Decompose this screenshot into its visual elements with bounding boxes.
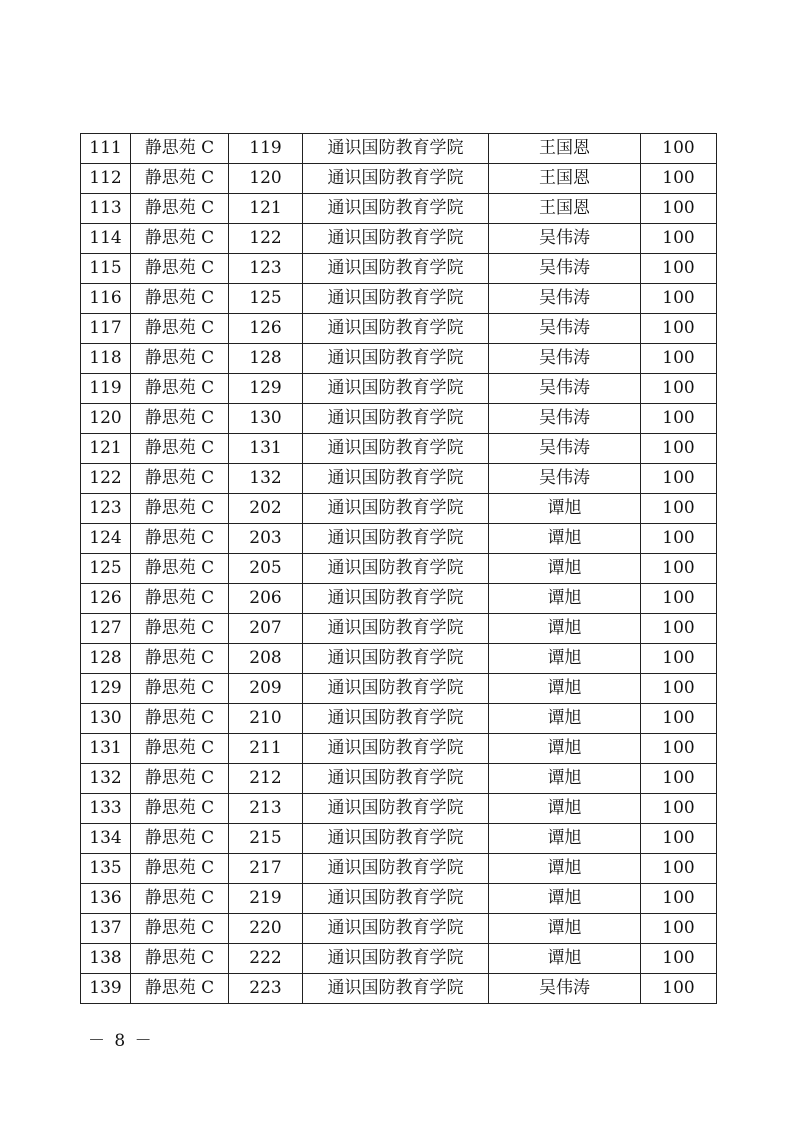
building-cell: 静思苑 C — [131, 404, 229, 434]
building-cell: 静思苑 C — [131, 464, 229, 494]
table-row — [81, 764, 717, 794]
room-cell: 119 — [229, 134, 303, 164]
score-cell: 100 — [641, 524, 717, 554]
score-cell: 100 — [641, 464, 717, 494]
row-index-cell: 115 — [81, 254, 131, 284]
table-row — [81, 374, 717, 404]
table-row — [81, 824, 717, 854]
room-cell: 122 — [229, 224, 303, 254]
building-cell: 静思苑 C — [131, 614, 229, 644]
building-cell: 静思苑 C — [131, 344, 229, 374]
counselor-cell: 谭旭 — [489, 734, 641, 764]
row-index-cell: 112 — [81, 164, 131, 194]
score-cell: 100 — [641, 434, 717, 464]
college-cell: 通识国防教育学院 — [303, 194, 489, 224]
college-cell: 通识国防教育学院 — [303, 344, 489, 374]
score-cell: 100 — [641, 614, 717, 644]
table-row — [81, 554, 717, 584]
counselor-cell: 吴伟涛 — [489, 224, 641, 254]
counselor-cell: 谭旭 — [489, 494, 641, 524]
table-row — [81, 584, 717, 614]
college-cell: 通识国防教育学院 — [303, 254, 489, 284]
row-index-cell: 116 — [81, 284, 131, 314]
building-cell: 静思苑 C — [131, 974, 229, 1004]
table-row — [81, 974, 717, 1004]
building-cell: 静思苑 C — [131, 164, 229, 194]
college-cell: 通识国防教育学院 — [303, 824, 489, 854]
building-cell: 静思苑 C — [131, 134, 229, 164]
college-cell: 通识国防教育学院 — [303, 134, 489, 164]
college-cell: 通识国防教育学院 — [303, 554, 489, 584]
score-cell: 100 — [641, 314, 717, 344]
row-index-cell: 120 — [81, 404, 131, 434]
room-cell: 213 — [229, 794, 303, 824]
college-cell: 通识国防教育学院 — [303, 164, 489, 194]
room-cell: 220 — [229, 914, 303, 944]
room-cell: 212 — [229, 764, 303, 794]
room-cell: 205 — [229, 554, 303, 584]
table-row — [81, 794, 717, 824]
college-cell: 通识国防教育学院 — [303, 284, 489, 314]
table-row — [81, 704, 717, 734]
row-index-cell: 121 — [81, 434, 131, 464]
score-cell: 100 — [641, 734, 717, 764]
table-row — [81, 254, 717, 284]
counselor-cell: 谭旭 — [489, 764, 641, 794]
room-cell: 123 — [229, 254, 303, 284]
counselor-cell: 谭旭 — [489, 884, 641, 914]
table-row — [81, 284, 717, 314]
building-cell: 静思苑 C — [131, 434, 229, 464]
row-index-cell: 126 — [81, 584, 131, 614]
counselor-cell: 吴伟涛 — [489, 974, 641, 1004]
room-cell: 206 — [229, 584, 303, 614]
table-row — [81, 614, 717, 644]
table-row — [81, 524, 717, 554]
building-cell: 静思苑 C — [131, 824, 229, 854]
row-index-cell: 134 — [81, 824, 131, 854]
building-cell: 静思苑 C — [131, 674, 229, 704]
table-body — [81, 134, 717, 1004]
counselor-cell: 吴伟涛 — [489, 254, 641, 284]
college-cell: 通识国防教育学院 — [303, 584, 489, 614]
building-cell: 静思苑 C — [131, 794, 229, 824]
counselor-cell: 吴伟涛 — [489, 344, 641, 374]
room-cell: 203 — [229, 524, 303, 554]
room-cell: 125 — [229, 284, 303, 314]
table-row — [81, 134, 717, 164]
row-index-cell: 127 — [81, 614, 131, 644]
row-index-cell: 131 — [81, 734, 131, 764]
room-cell: 208 — [229, 644, 303, 674]
table-row — [81, 914, 717, 944]
table-row — [81, 884, 717, 914]
building-cell: 静思苑 C — [131, 284, 229, 314]
row-index-cell: 133 — [81, 794, 131, 824]
room-cell: 215 — [229, 824, 303, 854]
table-row — [81, 734, 717, 764]
building-cell: 静思苑 C — [131, 734, 229, 764]
row-index-cell: 139 — [81, 974, 131, 1004]
row-index-cell: 132 — [81, 764, 131, 794]
building-cell: 静思苑 C — [131, 524, 229, 554]
building-cell: 静思苑 C — [131, 644, 229, 674]
table-row — [81, 854, 717, 884]
row-index-cell: 124 — [81, 524, 131, 554]
score-cell: 100 — [641, 704, 717, 734]
counselor-cell: 吴伟涛 — [489, 434, 641, 464]
room-cell: 222 — [229, 944, 303, 974]
counselor-cell: 谭旭 — [489, 614, 641, 644]
college-cell: 通识国防教育学院 — [303, 944, 489, 974]
counselor-cell: 谭旭 — [489, 794, 641, 824]
table-row — [81, 224, 717, 254]
row-index-cell: 137 — [81, 914, 131, 944]
counselor-cell: 吴伟涛 — [489, 374, 641, 404]
score-cell: 100 — [641, 764, 717, 794]
building-cell: 静思苑 C — [131, 314, 229, 344]
college-cell: 通识国防教育学院 — [303, 404, 489, 434]
score-cell: 100 — [641, 374, 717, 404]
score-cell: 100 — [641, 254, 717, 284]
room-cell: 207 — [229, 614, 303, 644]
counselor-cell: 谭旭 — [489, 704, 641, 734]
page-number: － 8 － — [88, 1031, 154, 1051]
college-cell: 通识国防教育学院 — [303, 434, 489, 464]
score-cell: 100 — [641, 224, 717, 254]
building-cell: 静思苑 C — [131, 764, 229, 794]
building-cell: 静思苑 C — [131, 884, 229, 914]
row-index-cell: 135 — [81, 854, 131, 884]
college-cell: 通识国防教育学院 — [303, 914, 489, 944]
row-index-cell: 129 — [81, 674, 131, 704]
table-row — [81, 404, 717, 434]
room-cell: 223 — [229, 974, 303, 1004]
row-index-cell: 111 — [81, 134, 131, 164]
college-cell: 通识国防教育学院 — [303, 224, 489, 254]
building-cell: 静思苑 C — [131, 704, 229, 734]
building-cell: 静思苑 C — [131, 194, 229, 224]
table-row — [81, 344, 717, 374]
table-row — [81, 644, 717, 674]
college-cell: 通识国防教育学院 — [303, 644, 489, 674]
row-index-cell: 138 — [81, 944, 131, 974]
room-cell: 121 — [229, 194, 303, 224]
counselor-cell: 王国恩 — [489, 134, 641, 164]
score-cell: 100 — [641, 824, 717, 854]
room-cell: 120 — [229, 164, 303, 194]
building-cell: 静思苑 C — [131, 374, 229, 404]
score-cell: 100 — [641, 584, 717, 614]
room-cell: 219 — [229, 884, 303, 914]
college-cell: 通识国防教育学院 — [303, 884, 489, 914]
score-cell: 100 — [641, 194, 717, 224]
room-cell: 209 — [229, 674, 303, 704]
building-cell: 静思苑 C — [131, 494, 229, 524]
score-cell: 100 — [641, 794, 717, 824]
score-cell: 100 — [641, 344, 717, 374]
counselor-cell: 谭旭 — [489, 944, 641, 974]
score-cell: 100 — [641, 944, 717, 974]
score-cell: 100 — [641, 134, 717, 164]
row-index-cell: 113 — [81, 194, 131, 224]
score-cell: 100 — [641, 284, 717, 314]
table-row — [81, 944, 717, 974]
row-index-cell: 136 — [81, 884, 131, 914]
college-cell: 通识国防教育学院 — [303, 374, 489, 404]
table-row — [81, 164, 717, 194]
counselor-cell: 谭旭 — [489, 524, 641, 554]
table-row — [81, 674, 717, 704]
table-row — [81, 194, 717, 224]
counselor-cell: 谭旭 — [489, 914, 641, 944]
room-cell: 130 — [229, 404, 303, 434]
row-index-cell: 130 — [81, 704, 131, 734]
college-cell: 通识国防教育学院 — [303, 464, 489, 494]
counselor-cell: 谭旭 — [489, 554, 641, 584]
college-cell: 通识国防教育学院 — [303, 314, 489, 344]
room-cell: 202 — [229, 494, 303, 524]
dormitory-table — [80, 133, 717, 1004]
building-cell: 静思苑 C — [131, 224, 229, 254]
college-cell: 通识国防教育学院 — [303, 674, 489, 704]
score-cell: 100 — [641, 884, 717, 914]
counselor-cell: 吴伟涛 — [489, 404, 641, 434]
counselor-cell: 吴伟涛 — [489, 314, 641, 344]
row-index-cell: 125 — [81, 554, 131, 584]
score-cell: 100 — [641, 644, 717, 674]
building-cell: 静思苑 C — [131, 584, 229, 614]
row-index-cell: 123 — [81, 494, 131, 524]
score-cell: 100 — [641, 674, 717, 704]
score-cell: 100 — [641, 554, 717, 584]
score-cell: 100 — [641, 494, 717, 524]
college-cell: 通识国防教育学院 — [303, 794, 489, 824]
table-row — [81, 464, 717, 494]
counselor-cell: 王国恩 — [489, 194, 641, 224]
college-cell: 通识国防教育学院 — [303, 614, 489, 644]
row-index-cell: 122 — [81, 464, 131, 494]
room-cell: 126 — [229, 314, 303, 344]
room-cell: 210 — [229, 704, 303, 734]
building-cell: 静思苑 C — [131, 944, 229, 974]
college-cell: 通识国防教育学院 — [303, 524, 489, 554]
table-row — [81, 314, 717, 344]
score-cell: 100 — [641, 854, 717, 884]
counselor-cell: 王国恩 — [489, 164, 641, 194]
row-index-cell: 117 — [81, 314, 131, 344]
building-cell: 静思苑 C — [131, 254, 229, 284]
score-cell: 100 — [641, 914, 717, 944]
counselor-cell: 谭旭 — [489, 644, 641, 674]
college-cell: 通识国防教育学院 — [303, 854, 489, 884]
row-index-cell: 119 — [81, 374, 131, 404]
room-cell: 132 — [229, 464, 303, 494]
score-cell: 100 — [641, 404, 717, 434]
room-cell: 131 — [229, 434, 303, 464]
row-index-cell: 128 — [81, 644, 131, 674]
college-cell: 通识国防教育学院 — [303, 974, 489, 1004]
counselor-cell: 吴伟涛 — [489, 284, 641, 314]
counselor-cell: 谭旭 — [489, 674, 641, 704]
score-cell: 100 — [641, 164, 717, 194]
counselor-cell: 谭旭 — [489, 824, 641, 854]
room-cell: 129 — [229, 374, 303, 404]
score-cell: 100 — [641, 974, 717, 1004]
room-cell: 211 — [229, 734, 303, 764]
room-cell: 128 — [229, 344, 303, 374]
college-cell: 通识国防教育学院 — [303, 494, 489, 524]
building-cell: 静思苑 C — [131, 854, 229, 884]
row-index-cell: 118 — [81, 344, 131, 374]
table-row — [81, 434, 717, 464]
room-cell: 217 — [229, 854, 303, 884]
college-cell: 通识国防教育学院 — [303, 734, 489, 764]
counselor-cell: 谭旭 — [489, 854, 641, 884]
building-cell: 静思苑 C — [131, 554, 229, 584]
college-cell: 通识国防教育学院 — [303, 704, 489, 734]
table-row — [81, 494, 717, 524]
counselor-cell: 吴伟涛 — [489, 464, 641, 494]
college-cell: 通识国防教育学院 — [303, 764, 489, 794]
building-cell: 静思苑 C — [131, 914, 229, 944]
row-index-cell: 114 — [81, 224, 131, 254]
counselor-cell: 谭旭 — [489, 584, 641, 614]
